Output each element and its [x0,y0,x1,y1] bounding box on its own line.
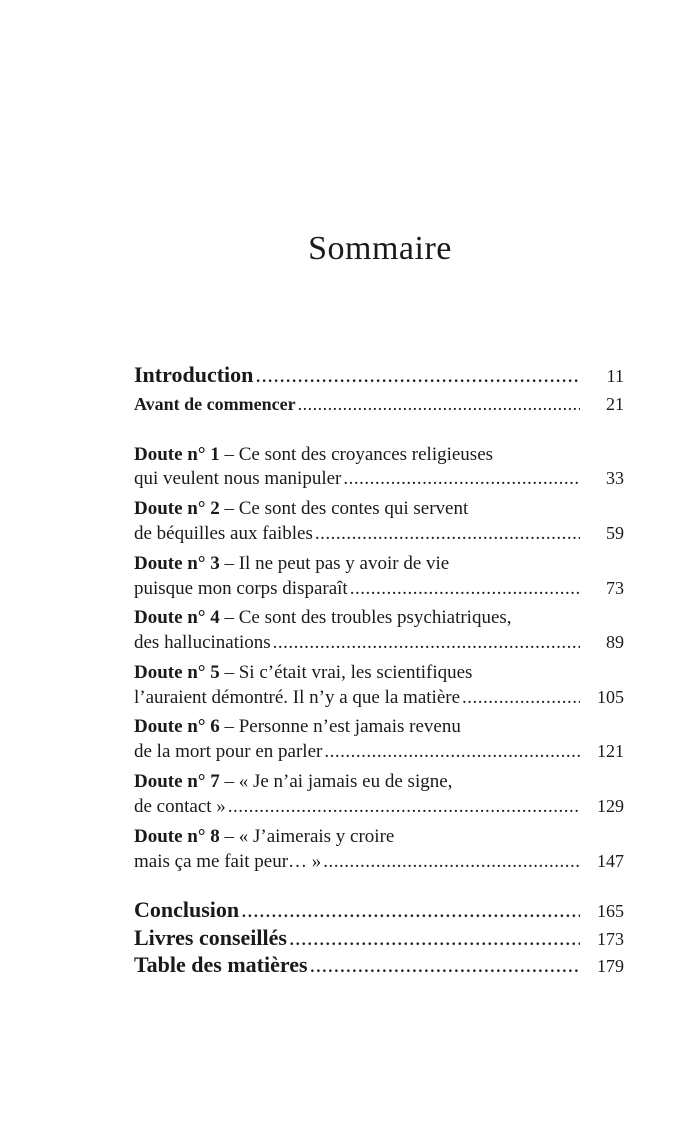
toc-entry-text: – Ce sont des troubles psychiatriques, [219,607,512,628]
toc-entry-heading: Doute n° 3 [134,553,220,574]
leader-dots [315,523,580,545]
toc-entry-doute-3-line1[interactable] [134,553,449,575]
toc-entry-doute-6[interactable] [134,741,624,763]
toc-entry-label: mais ça me fait peur… » [134,851,322,872]
toc-entry-heading: Doute n° 2 [134,498,220,519]
toc-page-number: 21 [606,394,624,414]
toc-entry-label: de contact » [134,796,226,817]
toc-page-number: 59 [606,523,624,543]
toc-entry-doute-4[interactable] [134,632,624,654]
toc-entry-doute-1-line1[interactable] [134,444,493,466]
toc-entry-doute-5-line1[interactable] [134,662,472,684]
page-title: Sommaire [308,230,452,267]
toc-entry-label: de béquilles aux faibles [134,523,313,544]
toc-entry-doute-1[interactable] [134,468,624,490]
toc-page-number: 121 [597,741,624,761]
toc-entry-doute-6-line1[interactable] [134,716,461,738]
leader-dots [298,394,580,415]
toc-page-number: 73 [606,578,624,598]
toc-page-number: 33 [606,468,624,488]
toc-page-number: 173 [597,929,624,949]
leader-dots [241,897,580,923]
leader-dots [255,362,580,388]
toc-entry-doute-8[interactable] [134,851,624,873]
toc-entry-heading: Doute n° 1 [134,444,220,465]
toc-entry-doute-3[interactable] [134,578,624,600]
toc-entry-table-des-matieres[interactable] [134,952,624,978]
toc-entry-label: l’auraient démontré. Il n’y a que la matière [134,687,461,708]
toc-page-number: 11 [606,366,624,386]
toc-page-number: 105 [597,687,624,707]
toc-entry-livres-conseilles[interactable] [134,925,624,951]
toc-page-number: 179 [597,956,624,976]
toc-entry-conclusion[interactable] [134,897,624,923]
toc-entry-text: – Ce sont des contes qui servent [219,498,469,519]
toc-entry-doute-5[interactable] [134,687,624,709]
toc-entry-label: Introduction [134,362,254,387]
toc-entry-label: Avant de commencer [134,394,296,414]
leader-dots [350,578,580,600]
toc-page-number: 165 [597,901,624,921]
toc-page-number: 129 [597,796,624,816]
toc-page-number: 89 [606,632,624,652]
leader-dots [228,796,580,818]
toc-entry-doute-7-line1[interactable] [134,771,452,793]
toc-entry-label: Livres conseillés [134,925,287,950]
leader-dots [462,687,580,709]
toc-entry-doute-2-line1[interactable] [134,498,468,520]
toc-entry-label: qui veulent nous manipuler [134,468,342,489]
leader-dots [323,851,580,873]
toc-entry-label: Conclusion [134,897,240,922]
toc-entry-text: – Ce sont des croyances religieuses [219,444,494,465]
toc-page-number: 147 [597,851,624,871]
toc-entry-heading: Doute n° 6 [134,716,220,737]
toc-entry-heading: Doute n° 8 [134,826,220,847]
leader-dots [343,468,580,490]
leader-dots [289,925,580,951]
leader-dots [310,952,580,978]
toc-entry-doute-7[interactable] [134,796,624,818]
toc-entry-text: – « J’aimerais y croire [219,826,395,847]
toc-entry-heading: Doute n° 5 [134,662,220,683]
toc-entry-doute-2[interactable] [134,523,624,545]
toc-entry-heading: Doute n° 4 [134,607,220,628]
toc-entry-text: – « Je n’ai jamais eu de signe, [219,771,453,792]
toc-entry-avant-de-commencer[interactable] [134,394,624,415]
toc-entry-doute-8-line1[interactable] [134,826,394,848]
toc-entry-text: – Si c’était vrai, les scientifiques [219,662,473,683]
toc-entry-label: puisque mon corps disparaît [134,578,348,599]
leader-dots [273,632,580,654]
toc-entry-label: de la mort pour en parler [134,741,323,762]
toc-entry-label: des hallucinations [134,632,271,653]
toc-entry-text: – Il ne peut pas y avoir de vie [219,553,450,574]
leader-dots [324,741,580,763]
toc-entry-doute-4-line1[interactable] [134,607,512,629]
toc-entry-heading: Doute n° 7 [134,771,220,792]
toc-entry-introduction[interactable] [134,362,624,388]
toc-entry-label: Table des matières [134,952,308,977]
toc-entry-text: – Personne n’est jamais revenu [219,716,461,737]
